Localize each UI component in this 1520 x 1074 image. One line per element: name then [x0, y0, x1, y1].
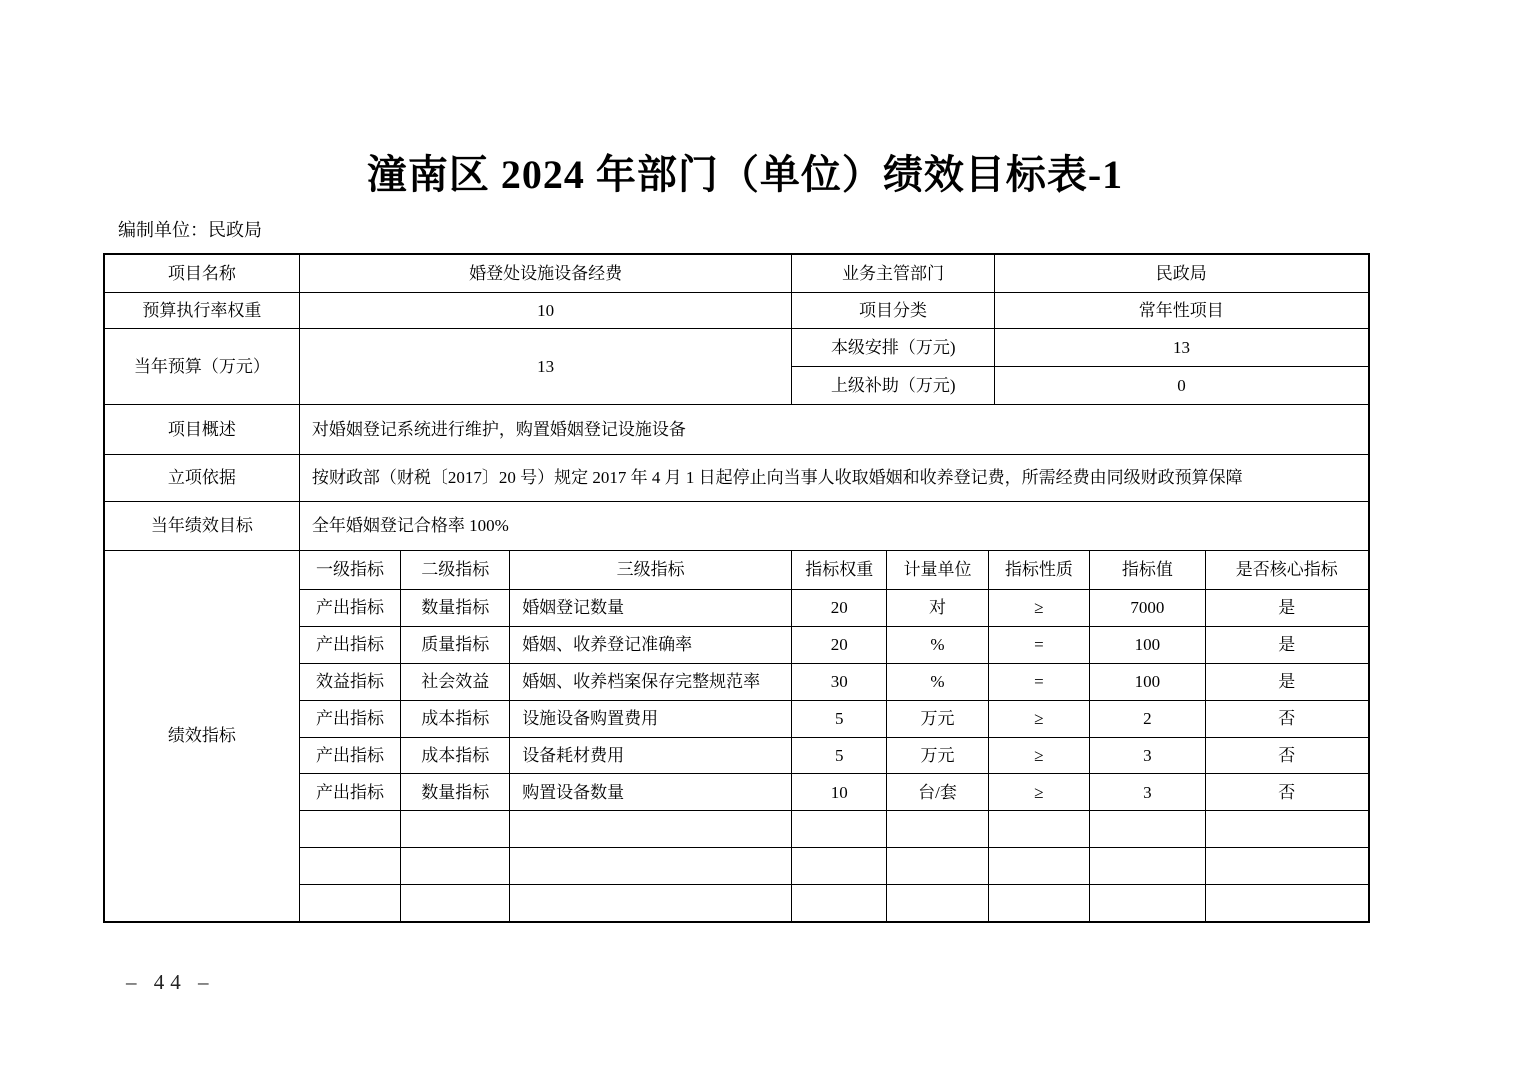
table-row: [105, 454, 1368, 501]
level2-indicator: 质量指标: [400, 627, 509, 663]
level3-indicator: 设备耗材费用: [509, 738, 791, 774]
indicator-row: [300, 626, 1368, 663]
indicator-row: [300, 663, 1368, 700]
overview-label: 项目概述: [167, 419, 236, 439]
indicator-nature: =: [988, 627, 1089, 663]
indicator-weight: 10: [791, 774, 886, 810]
empty-cell: [509, 848, 791, 884]
empty-cell: [1089, 811, 1204, 847]
empty-cell: [300, 885, 400, 921]
overview-value: 对婚姻登记系统进行维护，购置婚姻登记设施设备: [299, 405, 1368, 454]
empty-cell: [1205, 811, 1368, 847]
budget-value: 13: [299, 329, 792, 404]
indicator-row: [300, 589, 1368, 626]
indicator-row: [300, 700, 1368, 737]
col-header: 二级指标: [400, 551, 509, 589]
level1-indicator: 产出指标: [316, 745, 385, 765]
col-header: 指标值: [1089, 551, 1204, 589]
table-row: [105, 501, 1368, 550]
level2-indicator: 成本指标: [400, 701, 509, 737]
col-header: 是否核心指标: [1205, 551, 1368, 589]
indicator-core-flag: 是: [1205, 590, 1368, 626]
indicator-weight: 20: [791, 590, 886, 626]
empty-cell: [988, 885, 1089, 921]
empty-cell: [1205, 848, 1368, 884]
indicator-value: 3: [1089, 738, 1204, 774]
indicator-row: [300, 773, 1368, 810]
local-arrangement-value: 13: [994, 329, 1368, 366]
basis-label: 立项依据: [167, 468, 236, 488]
indicator-value: 100: [1089, 664, 1204, 700]
indicator-core-flag: 否: [1205, 738, 1368, 774]
empty-cell: [400, 811, 509, 847]
empty-cell: [300, 848, 400, 884]
table-row: [105, 255, 1368, 292]
annual-goal-label: 当年绩效目标: [150, 516, 253, 536]
project-name-value: 婚登处设施设备经费: [299, 255, 792, 292]
annual-goal-value: 全年婚姻登记合格率 100%: [299, 502, 1368, 550]
local-arrangement-label: 本级安排（万元): [830, 337, 956, 357]
performance-target-table: [103, 253, 1370, 923]
indicator-row: [300, 737, 1368, 774]
basis-value: 按财政部（财税〔2017〕20 号）规定 2017 年 4 月 1 日起停止向当事人收取婚姻和收养登记费，所需经费由同级财政预算保障: [299, 455, 1368, 501]
indicator-empty-row: [300, 810, 1368, 847]
col-header: 指标性质: [988, 551, 1089, 589]
col-header: 三级指标: [509, 551, 791, 589]
empty-cell: [988, 811, 1089, 847]
empty-cell: [988, 848, 1089, 884]
empty-cell: [509, 811, 791, 847]
empty-cell: [1205, 885, 1368, 921]
level2-indicator: 成本指标: [400, 738, 509, 774]
exec-rate-label: 预算执行率权重: [142, 300, 262, 320]
exec-rate-value: 10: [299, 293, 792, 328]
empty-cell: [509, 885, 791, 921]
level3-indicator: 婚姻、收养登记准确率: [509, 627, 791, 663]
indicator-nature: ≥: [988, 701, 1089, 737]
col-header: 指标权重: [791, 551, 886, 589]
level3-indicator: 设施设备购置费用: [509, 701, 791, 737]
indicator-nature: ≥: [988, 590, 1089, 626]
indicator-weight: 30: [791, 664, 886, 700]
indicator-core-flag: 是: [1205, 664, 1368, 700]
page-number: – 44 –: [126, 970, 215, 994]
empty-cell: [886, 848, 987, 884]
indicator-unit: 台/套: [886, 774, 987, 810]
indicator-value: 3: [1089, 774, 1204, 810]
level1-indicator: 效益指标: [316, 672, 385, 692]
empty-cell: [400, 885, 509, 921]
level3-indicator: 购置设备数量: [509, 774, 791, 810]
level3-indicator: 婚姻登记数量: [509, 590, 791, 626]
indicator-unit: 万元: [886, 701, 987, 737]
dept-label: 业务主管部门: [791, 255, 993, 292]
indicator-unit: 万元: [886, 738, 987, 774]
page-title: 潼南区 2024 年部门（单位）绩效目标表-1: [366, 152, 1124, 197]
level2-indicator: 数量指标: [400, 774, 509, 810]
superior-subsidy-label: 上级补助（万元): [830, 375, 956, 395]
indicator-value: 7000: [1089, 590, 1204, 626]
indicator-unit: %: [886, 627, 987, 663]
col-header: 计量单位: [886, 551, 987, 589]
indicator-grid: [299, 551, 1368, 921]
empty-cell: [1089, 848, 1204, 884]
level1-indicator: 产出指标: [316, 708, 385, 728]
indicator-unit: 对: [886, 590, 987, 626]
indicator-unit: %: [886, 664, 987, 700]
table-row: [105, 328, 1368, 404]
indicator-core-flag: 否: [1205, 774, 1368, 810]
empty-cell: [886, 885, 987, 921]
indicator-section: [105, 550, 1368, 921]
indicator-value: 100: [1089, 627, 1204, 663]
project-name-label: 项目名称: [167, 263, 236, 283]
superior-subsidy-value: 0: [994, 367, 1368, 404]
empty-cell: [400, 848, 509, 884]
col-header: 一级指标: [316, 560, 385, 580]
category-value: 常年性项目: [994, 293, 1368, 328]
empty-cell: [791, 848, 886, 884]
indicator-weight: 5: [791, 738, 886, 774]
prepared-by-label: 编制单位：民政局: [118, 220, 262, 240]
table-row: [105, 292, 1368, 328]
indicator-nature: ≥: [988, 738, 1089, 774]
empty-cell: [300, 811, 400, 847]
indicator-core-flag: 是: [1205, 627, 1368, 663]
level1-indicator: 产出指标: [316, 635, 385, 655]
indicator-weight: 5: [791, 701, 886, 737]
level1-indicator: 产出指标: [316, 598, 385, 618]
empty-cell: [886, 811, 987, 847]
table-row: [792, 329, 1368, 366]
level1-indicator: 产出指标: [316, 782, 385, 802]
level2-indicator: 社会效益: [400, 664, 509, 700]
table-row: [792, 366, 1368, 404]
empty-cell: [791, 811, 886, 847]
indicator-weight: 20: [791, 627, 886, 663]
indicator-section-label: 绩效指标: [167, 726, 236, 746]
indicator-value: 2: [1089, 701, 1204, 737]
table-row: [105, 404, 1368, 454]
indicator-nature: =: [988, 664, 1089, 700]
budget-label: 当年预算（万元）: [133, 356, 270, 376]
indicator-core-flag: 否: [1205, 701, 1368, 737]
indicator-empty-row: [300, 847, 1368, 884]
indicator-empty-row: [300, 884, 1368, 921]
dept-value: 民政局: [994, 255, 1368, 292]
level2-indicator: 数量指标: [400, 590, 509, 626]
empty-cell: [1089, 885, 1204, 921]
indicator-header-row: [300, 551, 1368, 589]
indicator-nature: ≥: [988, 774, 1089, 810]
empty-cell: [791, 885, 886, 921]
budget-breakdown: [791, 329, 1368, 404]
level3-indicator: 婚姻、收养档案保存完整规范率: [509, 664, 791, 700]
category-label: 项目分类: [791, 293, 993, 328]
